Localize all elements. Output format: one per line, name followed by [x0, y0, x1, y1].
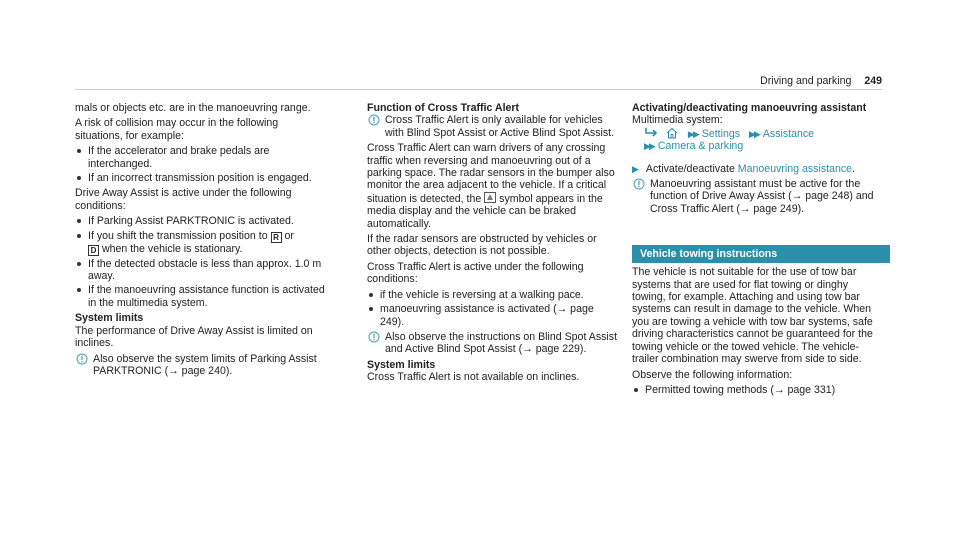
manoeuvring-assistance-link[interactable]: Manoeuvring assistance	[737, 162, 853, 175]
tip-note	[367, 114, 617, 139]
info-tip-icon	[368, 331, 380, 343]
info-tip-icon	[76, 353, 88, 365]
column-left	[75, 102, 325, 380]
paragraph: A risk of collision may occur in the following situations, for example:	[75, 117, 279, 142]
list-item: If Parking Assist PARKTRONIC is activated.	[75, 215, 325, 227]
tip-text: Cross Traffic Alert is only available for vehicles with Blind Spot Assist or Active Blind Spot Assist.	[385, 114, 615, 139]
action-text: Activate/deactivate	[645, 162, 735, 175]
list-item: If an incorrect transmission position is engaged.	[75, 172, 325, 184]
enter-arrow-icon	[644, 127, 658, 138]
paragraph: Observe the following information:	[632, 368, 793, 381]
tip-note	[632, 178, 882, 215]
list-item: if the vehicle is reversing at a walking pace.	[367, 289, 617, 301]
section-title: Driving and parking	[760, 75, 852, 87]
home-icon[interactable]	[665, 127, 679, 139]
section-heading: Activating/deactivating manoeuvring assistant	[632, 102, 867, 114]
column-right	[632, 102, 882, 399]
page-header	[760, 75, 882, 87]
paragraph: Drive Away Assist is active under the following conditions:	[75, 187, 292, 212]
section-band-heading: Vehicle towing instructions	[632, 245, 890, 263]
bullet-list	[632, 384, 882, 396]
paragraph-text: symbol appears in the media display and the vehicle can be braked automatically.	[367, 192, 603, 230]
section-heading: Function of Cross Traffic Alert	[367, 102, 520, 114]
menu-item-camera-parking[interactable]: Camera & parking	[657, 140, 744, 153]
list-item-text: or	[284, 229, 294, 242]
info-tip-icon	[368, 114, 380, 126]
list-item-text: when the vehicle is stationary.	[101, 242, 243, 255]
tip-note	[367, 331, 617, 356]
menu-label: Multimedia system:	[632, 114, 723, 127]
paragraph: The performance of Drive Away Assist is limited on inclines.	[75, 324, 313, 350]
chevron-double-icon: ▶▶	[687, 128, 698, 139]
info-tip-icon	[633, 178, 645, 190]
paragraph-text: Cross Traffic Alert can warn drivers of any crossing traffic when reversing and manoeuvring out of a parking space. The radar sensors in the bumper also monitor the area adjacent to the vehicle. If a critical situation is detected, the	[367, 142, 615, 205]
list-item: Permitted towing methods (→ page 331)	[632, 384, 882, 396]
menu-path-line	[632, 127, 882, 140]
page-number: 249	[864, 75, 882, 87]
action-step: ▶ Activate/deactivate Manoeuvring assistance.	[632, 162, 855, 175]
menu-item-assistance[interactable]: Assistance	[762, 127, 815, 140]
list-item	[75, 230, 325, 256]
tip-text: Manoeuvring assistant must be active for the function of Drive Away Assist (→ page 248) and Cross Traffic Alert (→ page 249).	[650, 178, 874, 215]
tip-note	[75, 353, 325, 378]
subheading: System limits	[367, 358, 436, 371]
paragraph: The vehicle is not suitable for the use of tow bar systems that are used for flat towing or dinghy towing, for example. Attaching and using tow bar systems can result in damage to the vehicle. When you are towing a vehicle with tow bar systems, safe driving characteristics cannot be guaranteed for the towing vehicle or the towed vehicle. The vehicle-trailer combination may swerve from side to side.	[632, 266, 873, 366]
menu-path	[632, 114, 882, 152]
tip-text: Also observe the instructions on Blind Spot Assist and Active Blind Spot Assist (→ page 229).	[385, 330, 618, 356]
list-item-text: If you shift the transmission position to	[88, 229, 268, 242]
paragraph	[367, 142, 617, 230]
subheading: System limits	[75, 312, 144, 325]
bullet-list	[75, 215, 325, 309]
paragraph: Cross Traffic Alert is not available on inclines.	[367, 371, 580, 384]
paragraph: mals or objects etc. are in the manoeuvring range.	[75, 102, 311, 114]
tip-text: Also observe the system limits of Parking Assist PARKTRONIC (→ page 240).	[93, 352, 317, 377]
header-divider	[75, 89, 882, 90]
bullet-list	[367, 289, 617, 328]
menu-item-settings[interactable]: Settings	[701, 127, 741, 140]
menu-path-line	[632, 140, 882, 152]
list-item: If the accelerator and brake pedals are interchanged.	[75, 145, 325, 170]
list-item: If the detected obstacle is less than approx. 1.0 m away.	[75, 258, 325, 283]
chevron-double-icon: ▶▶	[748, 128, 759, 139]
play-triangle-icon: ▶	[632, 163, 639, 174]
gear-r-symbol: R	[271, 232, 282, 243]
chevron-double-icon: ▶▶	[644, 141, 654, 152]
bullet-list	[75, 145, 325, 184]
paragraph: If the radar sensors are obstructed by vehicles or other objects, detection is not possible.	[367, 233, 597, 258]
cross-traffic-warning-icon	[484, 192, 496, 203]
gear-d-symbol: D	[88, 245, 99, 256]
list-item: If the manoeuvring assistance function is activated in the multimedia system.	[75, 284, 325, 309]
paragraph: Cross Traffic Alert is active under the following conditions:	[367, 260, 584, 286]
list-item: manoeuvring assistance is activated (→ page 249).	[367, 303, 617, 328]
column-middle	[367, 102, 617, 387]
